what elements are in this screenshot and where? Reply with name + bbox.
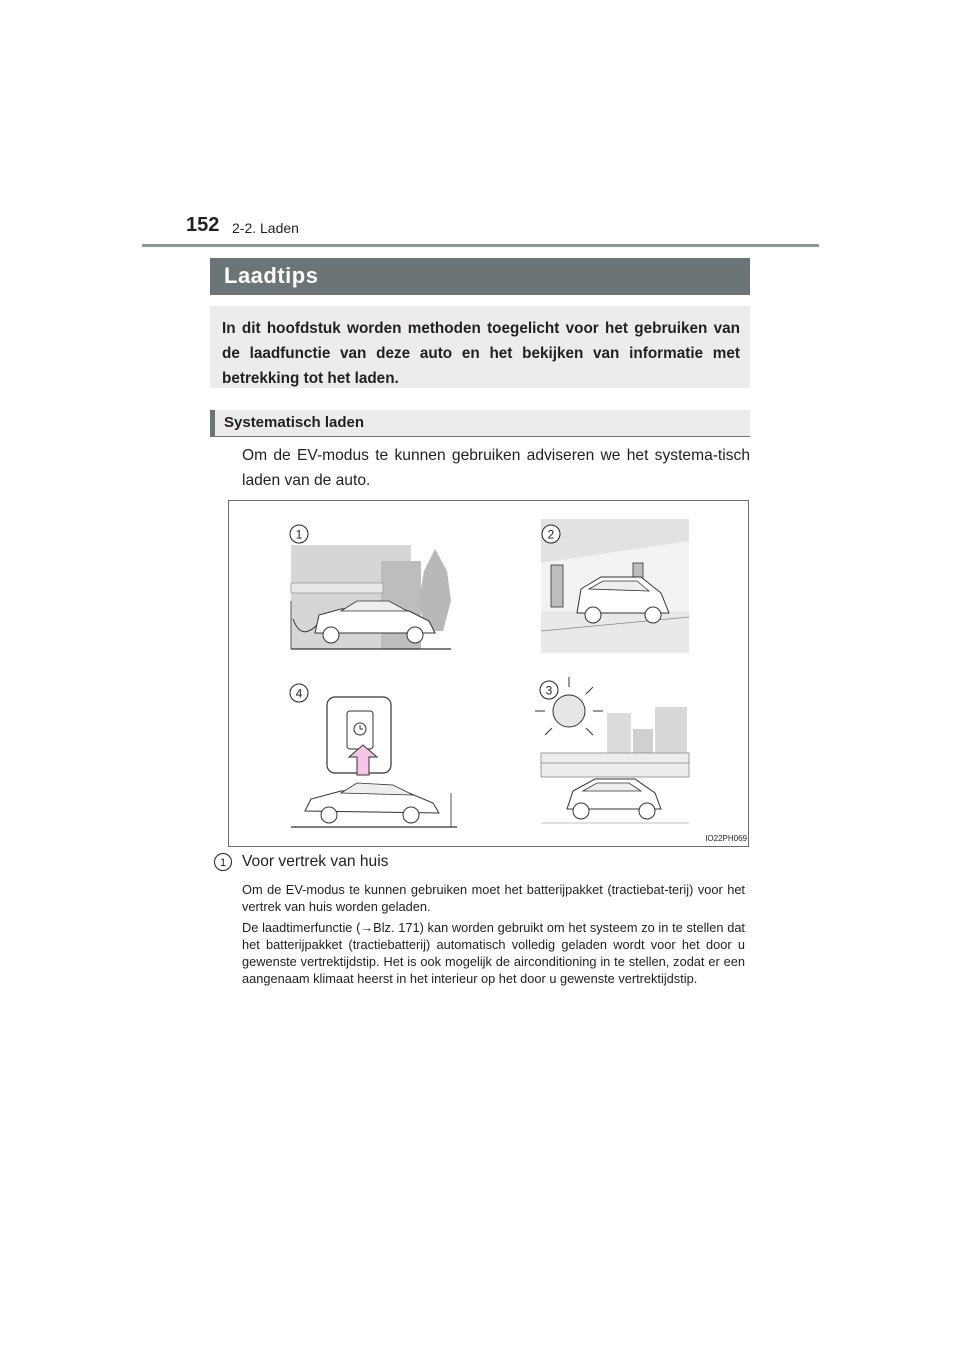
panel-label-3-text: 3 xyxy=(545,683,553,698)
header-rule xyxy=(142,244,819,247)
scene-home-garage xyxy=(291,545,451,649)
charging-illustration xyxy=(228,500,749,847)
panel-label-3 xyxy=(540,681,558,699)
panel-label-1 xyxy=(290,525,308,543)
panel-label-1-text: 1 xyxy=(295,527,303,542)
figure-code: IO22PH069 xyxy=(705,834,747,843)
callout-paragraph-1: Om de EV-modus te kunnen gebruiken moet het batterijpakket (tractiebat-terij) voor het vertrek van huis worden geladen. xyxy=(242,882,745,914)
subsection-title: Systematisch laden xyxy=(224,414,365,431)
panel-label-4-text: 4 xyxy=(295,686,303,701)
intro-text: In dit hoofdstuk worden methoden toegelicht voor het gebruiken van de laadfunctie van deze auto en het bekijken van informatie met betrekking tot het laden. xyxy=(222,320,740,387)
title-bar xyxy=(210,258,750,295)
callout-number-1: 1 xyxy=(214,853,232,871)
page-number: 152 xyxy=(186,214,220,236)
scene-charging-station xyxy=(541,519,689,653)
illustration-svg xyxy=(229,501,748,846)
subsection-bar xyxy=(210,410,750,437)
panel-label-2-text: 2 xyxy=(547,527,555,542)
callout-title-1: Voor vertrek van huis xyxy=(242,853,389,870)
panel-label-2 xyxy=(542,525,560,543)
panel-label-4 xyxy=(290,684,308,702)
scene-charge-timer xyxy=(291,697,457,827)
scene-outdoor-sun xyxy=(535,677,689,823)
subsection-body: Om de EV-modus te kunnen gebruiken adviseren we het systema-tisch laden van de auto. xyxy=(242,447,750,489)
section-label: 2-2. Laden xyxy=(232,220,299,236)
intro-box xyxy=(210,306,750,388)
subsection-accent xyxy=(210,410,215,436)
callout-paragraph-2: De laadtimerfunctie (→Blz. 171) kan worden gebruikt om het systeem zo in te stellen dat het batterijpakket (tractiebatterij) automatisch volledig geladen wordt voor het door u gewenste vertrektijdstip. Het is ook mogelijk de airconditioning in te stellen, zodat er een aangenaam klimaat heerst in het interieur op het door u gewenste vertrektijdstip. xyxy=(242,920,745,986)
page-title: Laadtips xyxy=(224,263,319,288)
